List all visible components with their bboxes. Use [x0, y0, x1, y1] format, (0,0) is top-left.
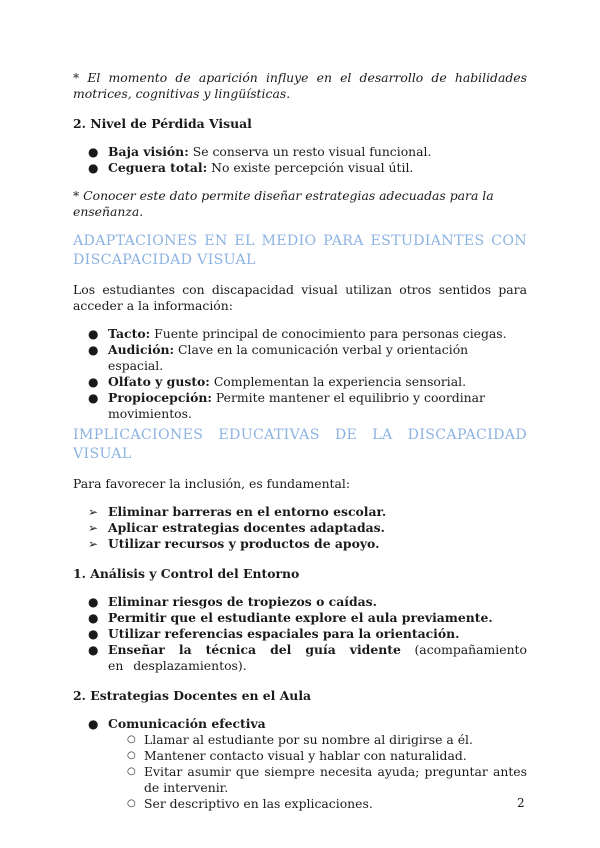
bullet-icon: ●	[88, 161, 99, 175]
list-item: ➢ Utilizar recursos y productos de apoyo.	[88, 536, 380, 551]
arrow-icon: ➢	[88, 521, 99, 535]
environment-list	[73, 594, 527, 674]
list-item: ➢ Aplicar estrategias docentes adaptadas.	[88, 520, 385, 535]
list-item: ○ Mantener contacto visual y hablar con naturalidad.	[127, 748, 467, 763]
list-item: ● Utilizar referencias espaciales para la orientación.	[88, 626, 460, 641]
bullet-icon: ●	[88, 343, 99, 357]
bullet-icon: ●	[88, 717, 99, 731]
list-item: ● Enseñar la técnica del guía vidente (acompañamiento en desplazamientos).	[88, 642, 527, 673]
bullet-icon: ●	[88, 145, 99, 159]
adaptations-intro: Los estudiantes con discapacidad visual utilizan otros sentidos para acceder a la información:	[73, 282, 527, 313]
loss-note: * Conocer este dato permite diseñar estrategias adecuadas para la enseñanza.	[73, 188, 494, 219]
bullet-icon: ●	[88, 375, 99, 389]
bullet-icon: ●	[88, 627, 99, 641]
strategies-list	[73, 716, 527, 732]
implications-intro: Para favorecer la inclusión, es fundamental:	[73, 476, 351, 491]
bullet-icon: ●	[88, 327, 99, 341]
list-item: ○ Llamar al estudiante por su nombre al dirigirse a él.	[127, 732, 473, 747]
circle-bullet-icon: ○	[127, 734, 136, 745]
circle-bullet-icon: ○	[127, 766, 136, 777]
arrow-icon: ➢	[88, 537, 99, 551]
bullet-icon: ●	[88, 611, 99, 625]
list-item: ● Comunicación efectiva	[88, 716, 266, 731]
list-item: ● Baja visión: Se conserva un resto visual funcional.	[88, 144, 432, 159]
page-number: 2	[517, 796, 525, 810]
circle-bullet-icon: ○	[127, 798, 136, 809]
document-page	[73, 70, 527, 812]
senses-list	[73, 326, 527, 422]
adaptations-heading: ADAPTACIONES EN EL MEDIO PARA ESTUDIANTES CON DISCAPACIDAD VISUAL	[73, 233, 527, 268]
list-item: ● Ceguera total: No existe percepción visual útil.	[88, 160, 414, 175]
bullet-icon: ●	[88, 643, 99, 657]
list-item: ● Olfato y gusto: Complementan la experiencia sensorial.	[88, 374, 467, 389]
list-item: ● Eliminar riesgos de tropiezos o caídas.	[88, 594, 377, 609]
environment-title: 1. Análisis y Control del Entorno	[73, 566, 300, 581]
communication-sublist	[73, 732, 527, 812]
list-item: ● Permitir que el estudiante explore el aula previamente.	[88, 610, 493, 625]
loss-list	[73, 144, 527, 176]
list-item: ○ Evitar asumir que siempre necesita ayuda; preguntar antes de intervenir.	[127, 764, 527, 795]
arrow-icon: ➢	[88, 505, 99, 519]
intro-note: * El momento de aparición influye en el desarrollo de habilidades motrices, cognitivas y lingüísticas.	[73, 70, 527, 101]
bullet-icon: ●	[88, 595, 99, 609]
list-item: ○ Ser descriptivo en las explicaciones.	[127, 796, 373, 811]
strategies-title: 2. Estrategias Docentes en el Aula	[73, 688, 312, 703]
circle-bullet-icon: ○	[127, 750, 136, 761]
list-item: ➢ Eliminar barreras en el entorno escolar.	[88, 504, 387, 519]
list-item: ● Audición: Clave en la comunicación verbal y orientación espacial.	[88, 342, 469, 373]
section-loss-title: 2. Nivel de Pérdida Visual	[73, 116, 252, 131]
implications-list	[73, 504, 527, 552]
list-item: ● Propiocepción: Permite mantener el equilibrio y coordinar movimientos.	[88, 390, 485, 421]
list-item: ● Tacto: Fuente principal de conocimiento para personas ciegas.	[88, 326, 507, 341]
bullet-icon: ●	[88, 391, 99, 405]
implications-heading: IMPLICACIONES EDUCATIVAS DE LA DISCAPACIDAD VISUAL	[73, 427, 527, 462]
